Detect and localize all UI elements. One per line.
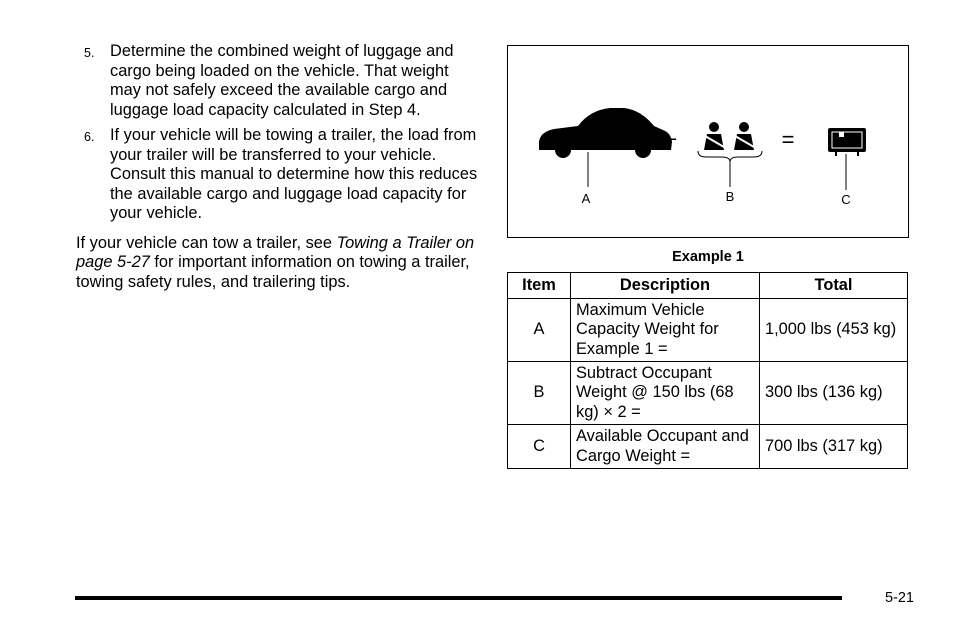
step-text: If your vehicle will be towing a trailer, the load from your trailer will be transferred to your vehicle. Consult this manual to determine how this reduces the available cargo and luggage load capacity for your vehicle. bbox=[110, 126, 478, 222]
cell-item: C bbox=[508, 425, 571, 469]
header-description: Description bbox=[571, 273, 760, 299]
cell-description: Maximum Vehicle Capacity Weight for Example 1 = bbox=[571, 299, 760, 362]
cell-item: A bbox=[508, 299, 571, 362]
cell-total: 1,000 lbs (453 kg) bbox=[760, 299, 908, 362]
step-number: 6. bbox=[84, 130, 95, 144]
label-a: A bbox=[581, 191, 591, 206]
paragraph-text-before: If your vehicle can tow a trailer, see bbox=[76, 233, 337, 252]
table-row bbox=[508, 362, 908, 425]
cell-item: B bbox=[508, 362, 571, 425]
minus-sign: – bbox=[663, 125, 677, 150]
cell-total: 300 lbs (136 kg) bbox=[760, 362, 908, 425]
left-column bbox=[76, 42, 481, 292]
label-c: C bbox=[841, 192, 851, 207]
table-row bbox=[508, 299, 908, 362]
footer-rule bbox=[75, 596, 842, 600]
occupant-icon bbox=[734, 122, 754, 150]
towing-reference-link[interactable]: Towing a Trailer on page 5-27 bbox=[76, 233, 475, 271]
page-number: 5-21 bbox=[884, 590, 914, 606]
cell-description: Subtract Occupant Weight @ 150 lbs (68 kg) × 2 = bbox=[571, 362, 760, 425]
table-row bbox=[508, 425, 908, 469]
cell-description: Available Occupant and Cargo Weight = bbox=[571, 425, 760, 469]
example-figure bbox=[507, 45, 909, 238]
cargo-luggage-icon bbox=[828, 128, 866, 156]
label-b: B bbox=[725, 189, 735, 204]
towing-paragraph bbox=[76, 234, 481, 293]
step-6 bbox=[76, 126, 481, 224]
header-total: Total bbox=[760, 273, 908, 299]
equals-sign: = bbox=[781, 127, 795, 152]
paragraph-text-after: for important information on towing a trailer, towing safety rules, and trailering tips. bbox=[76, 253, 470, 291]
step-number: 5. bbox=[84, 46, 95, 60]
weight-diagram bbox=[508, 46, 910, 239]
occupant-brace bbox=[698, 151, 762, 162]
header-item: Item bbox=[508, 273, 571, 299]
step-5 bbox=[76, 42, 481, 120]
occupant-icon bbox=[704, 122, 724, 150]
step-text: Determine the combined weight of luggage and cargo being loaded on the vehicle. That weight may not safely exceed the available cargo and luggage load capacity calculated in Step 4. bbox=[110, 42, 454, 119]
cell-total: 700 lbs (317 kg) bbox=[760, 425, 908, 469]
car-icon bbox=[539, 108, 672, 158]
example-table bbox=[507, 272, 908, 469]
figure-caption: Example 1 bbox=[672, 249, 744, 265]
table-header-row bbox=[508, 273, 908, 299]
